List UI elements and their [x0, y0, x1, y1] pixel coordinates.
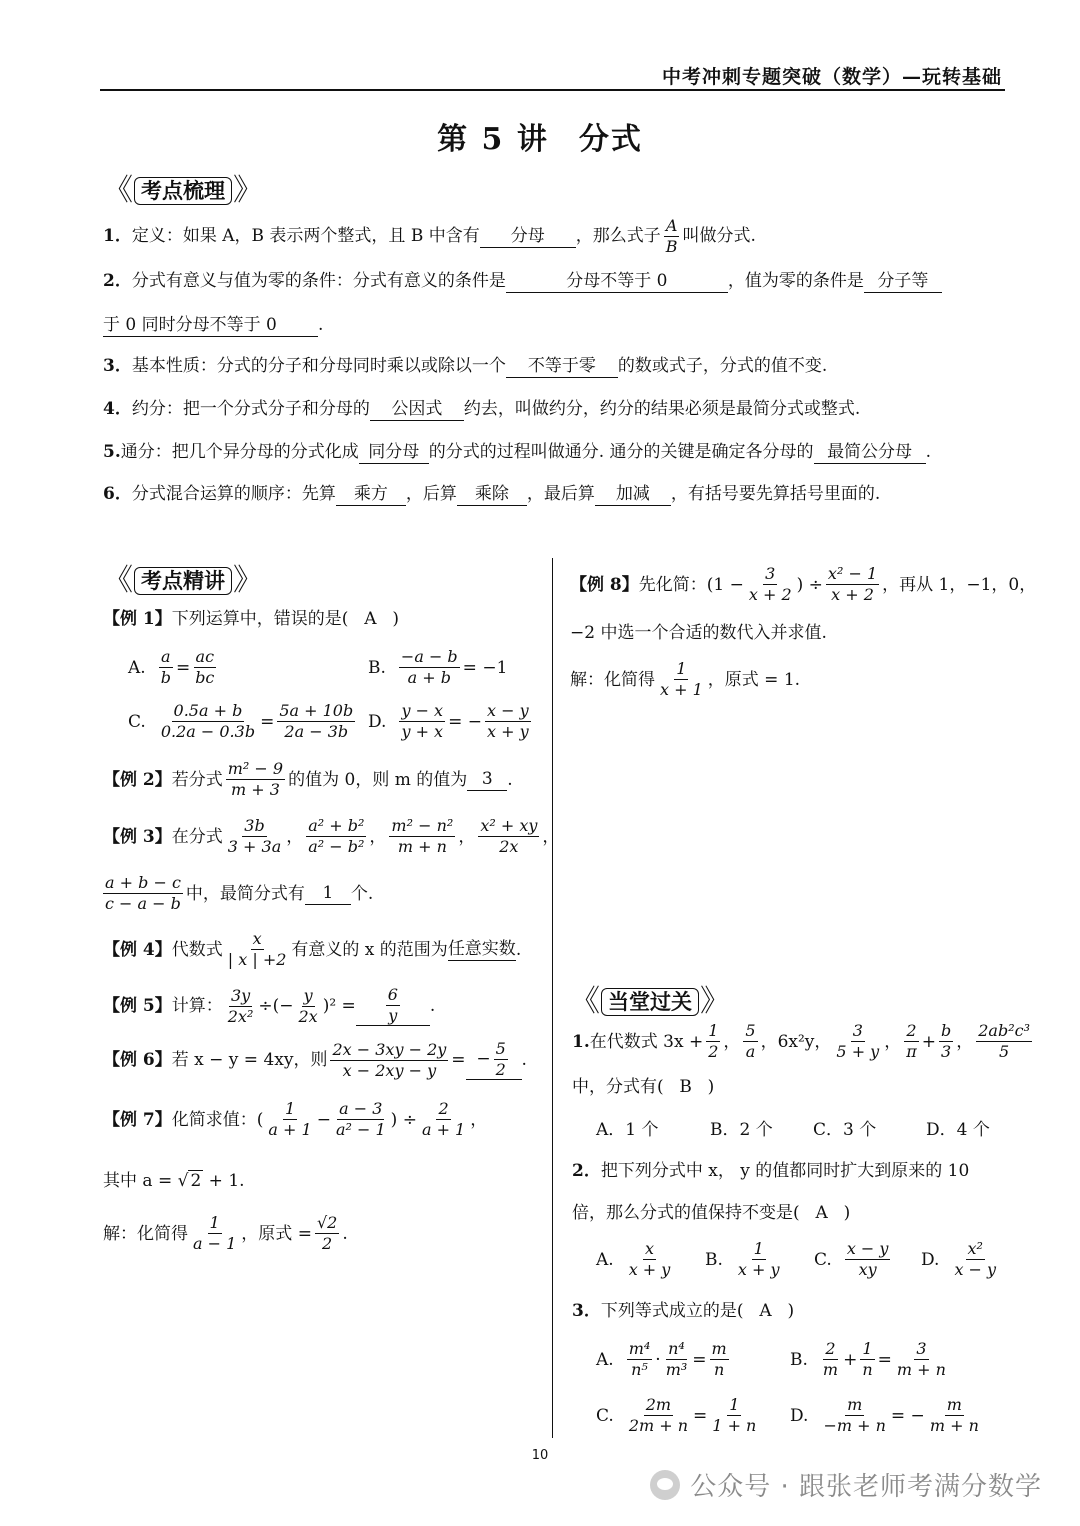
wechat-icon [650, 1470, 680, 1500]
quiz-3-option-c: C. $\frac{2m}{2m + n}$ = $\frac{1}{1 + n}$ [596, 1395, 757, 1435]
quiz-2-cont: 倍，那么分式的值保持不变是( A ) [572, 1200, 850, 1226]
point-1: 1．定义：如果 A，B 表示两个整式，且 B 中含有 分母 ，那么式子 $\frac{A}{B}$ 叫做分式. [103, 216, 756, 256]
blank-answer: 乘除 [457, 483, 527, 506]
lecture-title [0, 114, 1080, 158]
blank-answer: 3 [467, 768, 507, 791]
quiz-3-option-d: D. $\frac{m}{-m + n}$ = − $\frac{m}{m + n}$ [790, 1395, 979, 1435]
example-8-solution: 解：化简得 $\frac{1}{x + 1}$ ，原式 = 1. [570, 659, 801, 699]
example-5: 【例 5】 计算： $\frac{3y}{\text{2x²}}$ ÷(− $\frac{y}{2x}$ )² = $\frac{6}{y}$ . [103, 985, 436, 1026]
example-8: 【例 8】 先化简：(1 − $\frac{3}{x + 2}$ ) ÷ $\frac{\text{x² − 1}}{x + 2}$ ，再从 1，−1，0， [570, 564, 1037, 604]
watermark: 公众号 · 跟张老师考满分数学 [650, 1466, 1042, 1503]
quiz-3-option-a: A. $\frac{\text{m⁴}}{\text{n⁵}}$ · $\frac{\text{n⁴}}{\text{m³}}$ = $\frac{m}{n}$ [596, 1339, 727, 1379]
lecture-number: 第 5 讲 [437, 122, 549, 157]
blank-answer: 同分母 [359, 441, 429, 464]
quiz-1-option-a: A．1 个 [596, 1120, 659, 1140]
blank-answer: $\frac{6}{y}$ [356, 986, 430, 1026]
blank-answer: 分母不等于 0 [506, 270, 728, 293]
example-2: 【例 2】 若分式 $\frac{\text{m² − 9}}{m + 3}$ 的值为 0，则 m 的值为 3 . [103, 759, 513, 799]
ex1-option-a: A. $\frac{a}{b}$ = $\frac{ac}{bc}$ [128, 647, 215, 687]
example-3-cont: $\frac{a + b - c}{c - a - b}$ 中，最简分式有 1 个. [105, 873, 374, 913]
quiz-2: 2．把下列分式中 x， y 的值都同时扩大到原来的 10 [572, 1161, 970, 1181]
point-2-cont: 于 0 同时分母不等于 0 . [103, 315, 324, 335]
quiz-1-cont: 中，分式有( B ) [572, 1074, 714, 1100]
quiz-2-option-d: D. $\frac{\text{x²}}{x - y}$ [921, 1239, 997, 1279]
section-heading-examples: 《 考点精讲 》 [103, 563, 263, 598]
quiz-1-option-c: C．3 个 [813, 1120, 877, 1140]
answer: A [815, 1203, 828, 1223]
blank-answer: 分母 [480, 225, 576, 248]
blank-answer: 不等于零 [506, 355, 618, 378]
answer: B [679, 1077, 692, 1097]
example-7-solution: 解：化简得 $\frac{1}{a - 1}$ ，原式 = $\frac{√2}{2}$ . [103, 1213, 348, 1253]
blank-answer: 乘方 [336, 483, 406, 506]
example-7: 【例 7】 化简求值：( $\frac{1}{a + 1}$ − $\frac{a - 3}{\text{a² − 1}}$ ) ÷ $\frac{2}{a + 1}$ ， [103, 1099, 488, 1139]
quiz-2-option-a: A. $\frac{x}{x + y}$ [596, 1239, 671, 1279]
point-4: 4．约分：把一个分式分子和分母的 公因式 约去，叫做约分，约分的结果必须是最简分式或整式. [103, 399, 861, 419]
quiz-1: 1. 在代数式 3x + $\frac{1}{2}$ ， $\frac{5}{a}$ ，6x²y， $\frac{3}{5 + y}$ ， $\frac{2}{\pi}$ + $\frac{b}{3}$ ， $\frac{\text{2ab²c³}}{5}$ [572, 1021, 1030, 1061]
quiz-1-option-d: D．4 个 [926, 1120, 990, 1140]
column-divider [552, 558, 553, 1438]
answer: A [759, 1301, 772, 1321]
point-6: 6．分式混合运算的顺序：先算 乘方 ，后算 乘除 ，最后算 加减 ，有括号要先算括号里面的. [103, 484, 881, 504]
running-header: 中考冲刺专题突破（数学）—玩转基础 [661, 66, 1002, 88]
blank-answer: 于 0 同时分母不等于 0 [103, 314, 318, 337]
quiz-3-option-b: B. $\frac{2}{m}$ + $\frac{1}{n}$ = $\frac{3}{m + n}$ [790, 1339, 946, 1379]
blank-answer: 分子等 [864, 270, 942, 293]
point-5: 5.通分：把几个异分母的分式化成 同分母 的分式的过程叫做通分. 通分的关键是确定各分母的 最简公分母 . [103, 442, 931, 462]
quiz-2-option-c: C. $\frac{x - y}{xy}$ [814, 1239, 889, 1279]
example-6: 【例 6】 若 x − y = 4xy，则 $\frac{2x - 3xy - 2y}{x - 2xy - y}$ = − $\frac{5}{2}$ . [103, 1039, 527, 1080]
blank-answer: 1 [305, 882, 351, 905]
example-1: 【例 1】下列运算中，错误的是( A ) [103, 606, 399, 632]
point-2: 2．分式有意义与值为零的条件：分式有意义的条件是 分母不等于 0 ，值为零的条件是 分子等 [103, 268, 942, 294]
example-7-condition: 其中 a = √ 2 + 1. [103, 1171, 245, 1191]
quiz-1-option-b: B．2 个 [710, 1120, 773, 1140]
page-number: 10 [531, 1448, 549, 1463]
ex1-option-b: B. $\frac{-a - b}{a + b}$ = −1 [368, 647, 508, 687]
example-4: 【例 4】 代数式 $\frac{x}{| x | +2}$ 有意义的 x 的范围为 任意实数 . [103, 929, 522, 969]
point-3: 3．基本性质：分式的分子和分母同时乘以或除以一个 不等于零 的数或式子，分式的值不变. [103, 356, 828, 376]
quiz-3: 3．下列等式成立的是( A ) [572, 1298, 794, 1324]
ex1-option-c: C. $\frac{0.5a + b}{0.2a - 0.3b}$ = $\frac{5a + 10b}{2a - 3b}$ [128, 701, 354, 741]
section-heading-quiz: 《 当堂过关 》 [570, 984, 730, 1019]
blank-answer: 最简公分母 [814, 441, 926, 464]
answer: A [364, 609, 377, 629]
ex1-option-d: D. $\frac{y - x}{y + x}$ = − $\frac{x - y}{x + y}$ [368, 701, 529, 741]
lecture-topic: 分式 [578, 122, 643, 157]
blank-answer: 公因式 [370, 398, 464, 421]
quiz-2-option-b: B. $\frac{1}{x + y}$ [705, 1239, 780, 1279]
blank-answer: − $\frac{5}{2}$ [466, 1040, 522, 1080]
header-rule [100, 89, 1005, 91]
blank-answer: 任意实数 [447, 939, 516, 959]
section-heading-summary: 《 考点梳理 》 [103, 173, 263, 208]
example-8-cont: −2 中选一个合适的数代入并求值. [570, 623, 827, 643]
example-3: 【例 3】 在分式 $\frac{3b}{3 + 3a}$ ， $\frac{\text{a² + b²}}{\text{a² − b²}}$ ， $\frac{\text{m² − n²}}{m + n}$ ， $\frac{\text{x² + xy}}{2x}$ ， [103, 816, 560, 856]
blank-answer: 加减 [595, 483, 671, 506]
